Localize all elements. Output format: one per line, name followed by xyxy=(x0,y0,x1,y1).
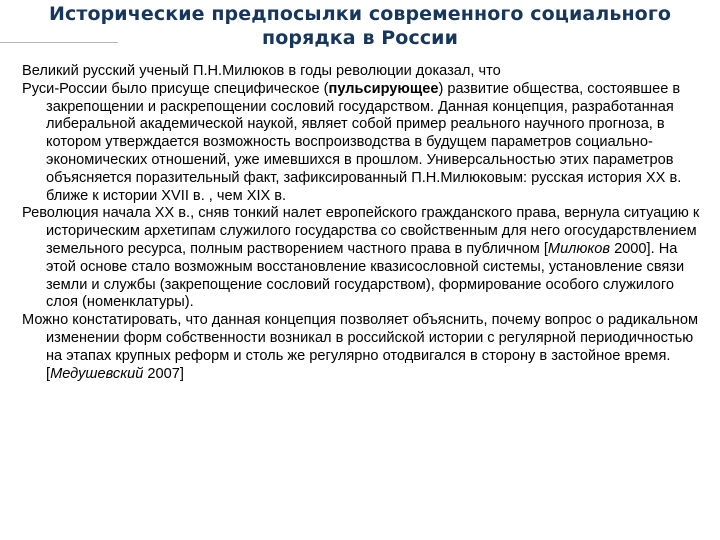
intro-line: Великий русский ученый П.Н.Милюков в годы революции доказал, что xyxy=(22,63,501,79)
slide-title: Исторические предпосылки современного социального порядка в России xyxy=(48,3,672,49)
paragraph-pulsating-development xyxy=(22,81,708,206)
paragraph-2-text: Революция начала ХХ в., сняв тонкий налет европейского гражданского права, вернула ситуацию к историческим архетипам служилого государства со свойственным для него огосударствлением земельного ресурса, полным растворением частного права в публичном [ xyxy=(22,205,700,257)
paragraph-2-text-end: 2000]. На этой основе стало возможным восстановление квазисословной системы, установление связи земли и службы (закрепощение сословий государством), формирование особого служилого слоя (номенклатуры). xyxy=(46,240,685,311)
paragraph-conclusion xyxy=(22,312,708,383)
paragraph-revolution xyxy=(22,205,708,312)
paragraph-1-text-end: ) развитие общества, состоявшее в закрепощении и раскрепощении сословий государством. Данная концепция, разработанная либеральной академической наукой, являет собой пример реального научного прогноза, в котором утверждается возможность воспроизводства в будущем параметров социально-экономических отношений, уже имевшихся в прошлом. Универсальностью этих параметров объясняется поразительный факт, зафиксированный П.Н.Милюковым: русская история ХХ в. ближе к истории XVII в. , чем XIX в. xyxy=(46,80,682,204)
paragraph-3-text-end: 2007] xyxy=(143,365,184,382)
citation-author-milyukov: Милюков xyxy=(547,240,611,257)
slide-body xyxy=(22,63,708,383)
paragraph-3-text: Можно констатировать, что данная концепция позволяет объяснить, почему вопрос о радикальном изменении форм собственности возникал в российской истории с регулярной периодичностью на этапах крупных реформ и столь же регулярно отодвигался в сторону в застойное время. [ xyxy=(22,312,698,382)
paragraph-1-text-start: Руси-России было присуще специфическое ( xyxy=(22,80,329,97)
title-divider xyxy=(0,42,118,43)
bold-term: пульсирующее xyxy=(328,80,439,97)
citation-author-medushevsky: Медушевский xyxy=(50,365,144,382)
